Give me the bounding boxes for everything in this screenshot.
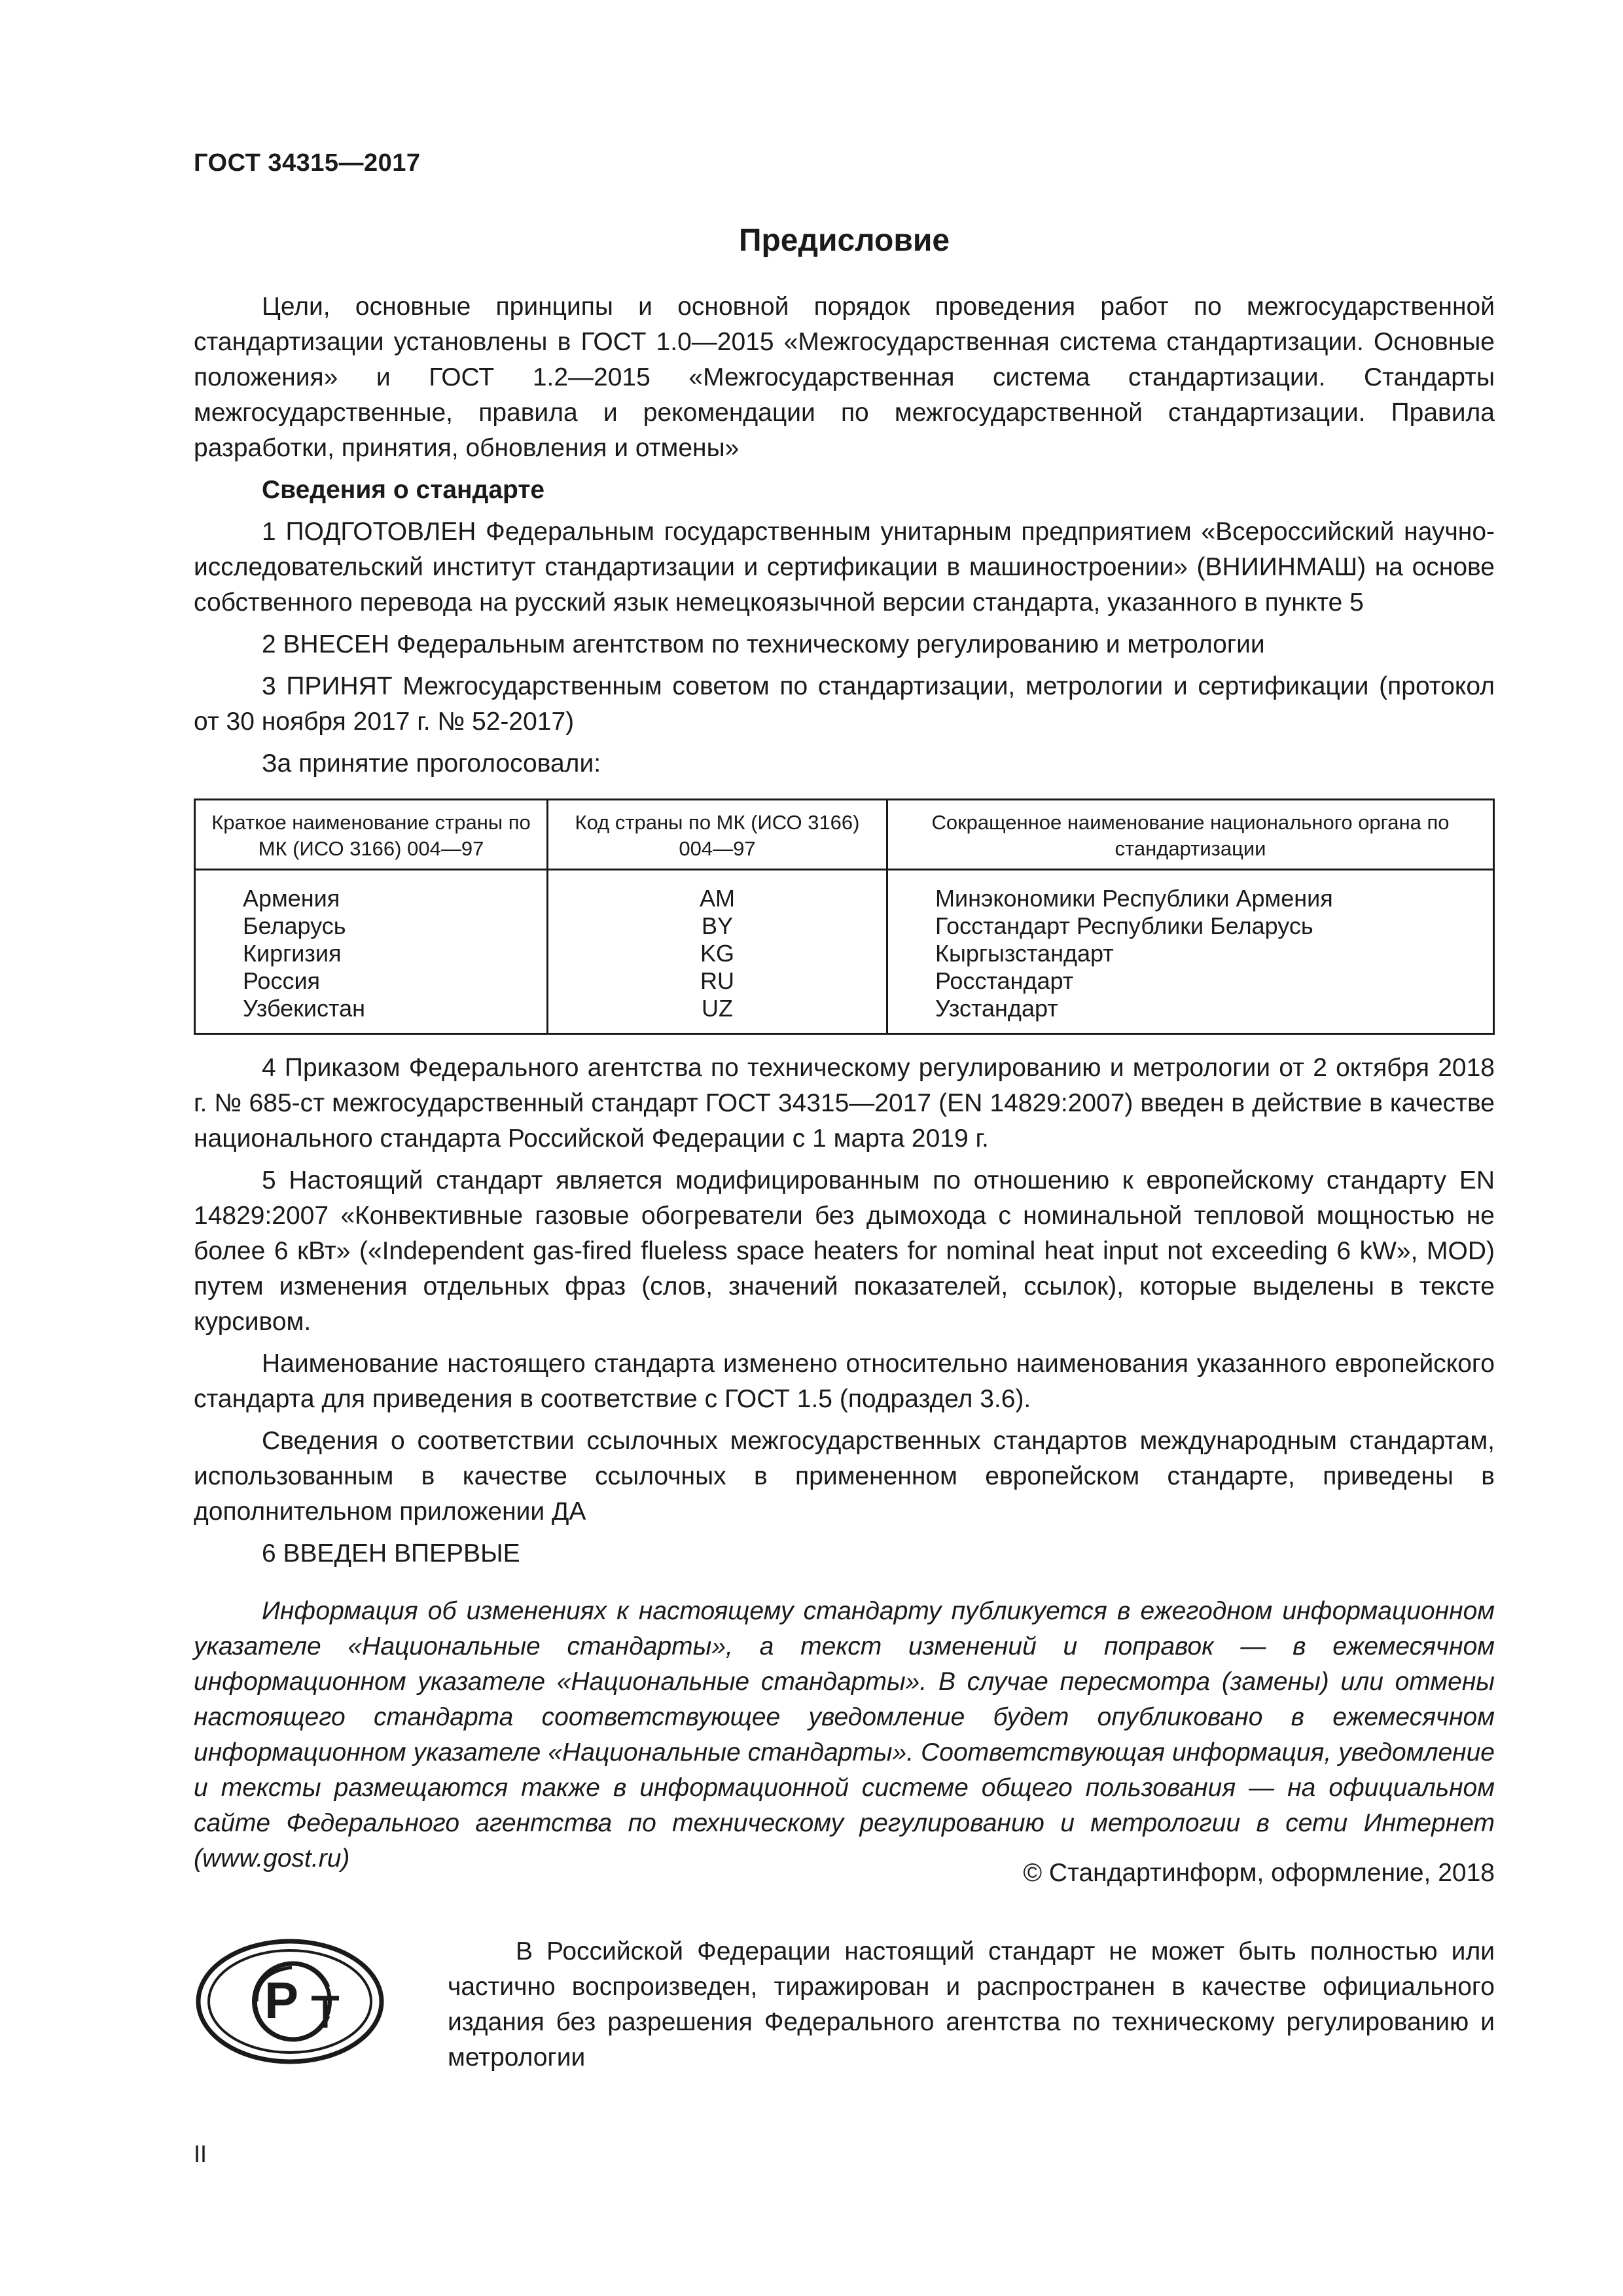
page-number: II — [194, 2140, 207, 2167]
body-cell: Кыргызстандарт — [935, 940, 1114, 967]
code-column — [548, 870, 887, 1034]
intro-paragraph: Цели, основные принципы и основной порядок проведения работ по межгосударственной стандартизации установлены в ГОСТ 1.0—2015 «Межгосударственная система стандартизации. Основные положения» и ГОСТ 1.2—2015 «Межгосударственная система стандартизации. Стандарты межгосударственные, правила и рекомендации по межгосударственной стандартизации. Правила разработки, принятия, обновления и отмены» — [194, 293, 1495, 462]
item-2-submitted: 2 ВНЕСЕН Федеральным агентством по техническому регулированию и метрологии — [262, 630, 1265, 658]
header-code: Код страны по МК (ИСО 3166) 004—97 — [548, 800, 887, 870]
changes-information-notice: Информация об изменениях к настоящему стандарту публикуется в ежегодном информационном указателе «Национальные стандарты», а текст изменений и поправок — в ежемесячном информационном указателе «Национальные стандарты». В случае пересмотра (замены) или отмены настоящего стандарта соответствующее уведомление будет опубликовано в ежемесячном информационном указателе «Национальные стандарты». Соответствующая информация, уведомление и тексты размещаются также в информационной системе общего пользования — на официальном сайте Федерального агентства по техническому регулированию и метрологии в сети Интернет (www.gost.ru) — [194, 1597, 1495, 1873]
reproduction-notice: В Российской Федерации настоящий стандарт не может быть полностью или частично воспроизведен, тиражирован и распространен в качестве официального издания без разрешения Федерального агентства по техническому регулированию и метрологии — [448, 1937, 1495, 2072]
voted-label: За принятие проголосовали: — [262, 749, 601, 778]
document-header: ГОСТ 34315—2017 — [194, 149, 421, 177]
body-cell: Узстандарт — [935, 995, 1058, 1022]
table-row — [195, 870, 1494, 1034]
item-3-adopted: 3 ПРИНЯТ Межгосударственным советом по стандартизации, метрологии и сертификации (протокол от 30 ноября 2017 г. № 52-2017) — [194, 672, 1495, 736]
rst-certification-mark-icon — [194, 1936, 387, 2067]
item-5-name-change: Наименование настоящего стандарта изменено относительно наименования указанного европейского стандарта для приведения в соответствие с ГОСТ 1.5 (подраздел 3.6). — [194, 1350, 1495, 1413]
country-cell: Россия — [243, 967, 321, 994]
country-cell: Беларусь — [243, 912, 346, 939]
country-cell: Киргизия — [243, 940, 342, 967]
body-cell: Госстандарт Республики Беларусь — [935, 912, 1313, 939]
national-body-column — [887, 870, 1494, 1034]
copyright-line: © Стандартинформ, оформление, 2018 — [1023, 1859, 1495, 1887]
body-cell: Росстандарт — [935, 967, 1074, 994]
country-cell: Армения — [243, 885, 340, 912]
header-country: Краткое наименование страны по МК (ИСО 3166) 004—97 — [195, 800, 548, 870]
code-cell: KG — [700, 940, 734, 967]
page-title: Предисловие — [738, 223, 950, 258]
country-cell: Узбекистан — [243, 995, 366, 1022]
item-1-prepared: 1 ПОДГОТОВЛЕН Федеральным государственным унитарным предприятием «Всероссийский научно-исследовательский институт стандартизации и сертификации в машиностроении» (ВНИИНМАШ) на основе собственного перевода на русский язык немецкоязычной версии стандарта, указанного в пункте 5 — [194, 518, 1495, 617]
item-5-references: Сведения о соответствии ссылочных межгосударственных стандартов международным стандартам, использованным в качестве ссылочных в примененном европейском стандарте, приведены в дополнительном приложении ДА — [194, 1427, 1495, 1526]
table-header-row — [195, 800, 1494, 870]
country-column — [195, 870, 548, 1034]
voting-table — [194, 798, 1495, 1035]
item-4-order: 4 Приказом Федерального агентства по техническому регулированию и метрологии от 2 октября 2018 г. № 685-ст межгосударственный стандарт ГОСТ 34315—2017 (EN 14829:2007) введен в действие в качестве национального стандарта Российской Федерации с 1 марта 2019 г. — [194, 1054, 1495, 1153]
item-5-modification: 5 Настоящий стандарт является модифицированным по отношению к европейскому стандарту EN 14829:2007 «Конвективные газовые обогреватели без дымохода с номинальной тепловой мощностью не более 6 кВт» («Independent gas-fired flueless space heaters for nominal heat input not exceeding 6 kW», MOD) путем изменения отдельных фраз (слов, значений показателей, ссылок), которые выделены в тексте курсивом. — [194, 1166, 1495, 1336]
body-cell: Минэкономики Республики Армения — [935, 885, 1333, 912]
code-cell: UZ — [702, 995, 733, 1022]
code-cell: AM — [700, 885, 735, 912]
about-standard-heading: Сведения о стандарте — [262, 476, 545, 504]
item-6-introduced: 6 ВВЕДЕН ВПЕРВЫЕ — [262, 1539, 520, 1568]
foreword-content — [194, 289, 1495, 1876]
code-cell: RU — [700, 967, 734, 994]
header-national-body: Сокращенное наименование национального органа по стандартизации — [887, 800, 1494, 870]
code-cell: BY — [701, 912, 734, 939]
svg-text:Р: Р — [264, 1971, 299, 2029]
